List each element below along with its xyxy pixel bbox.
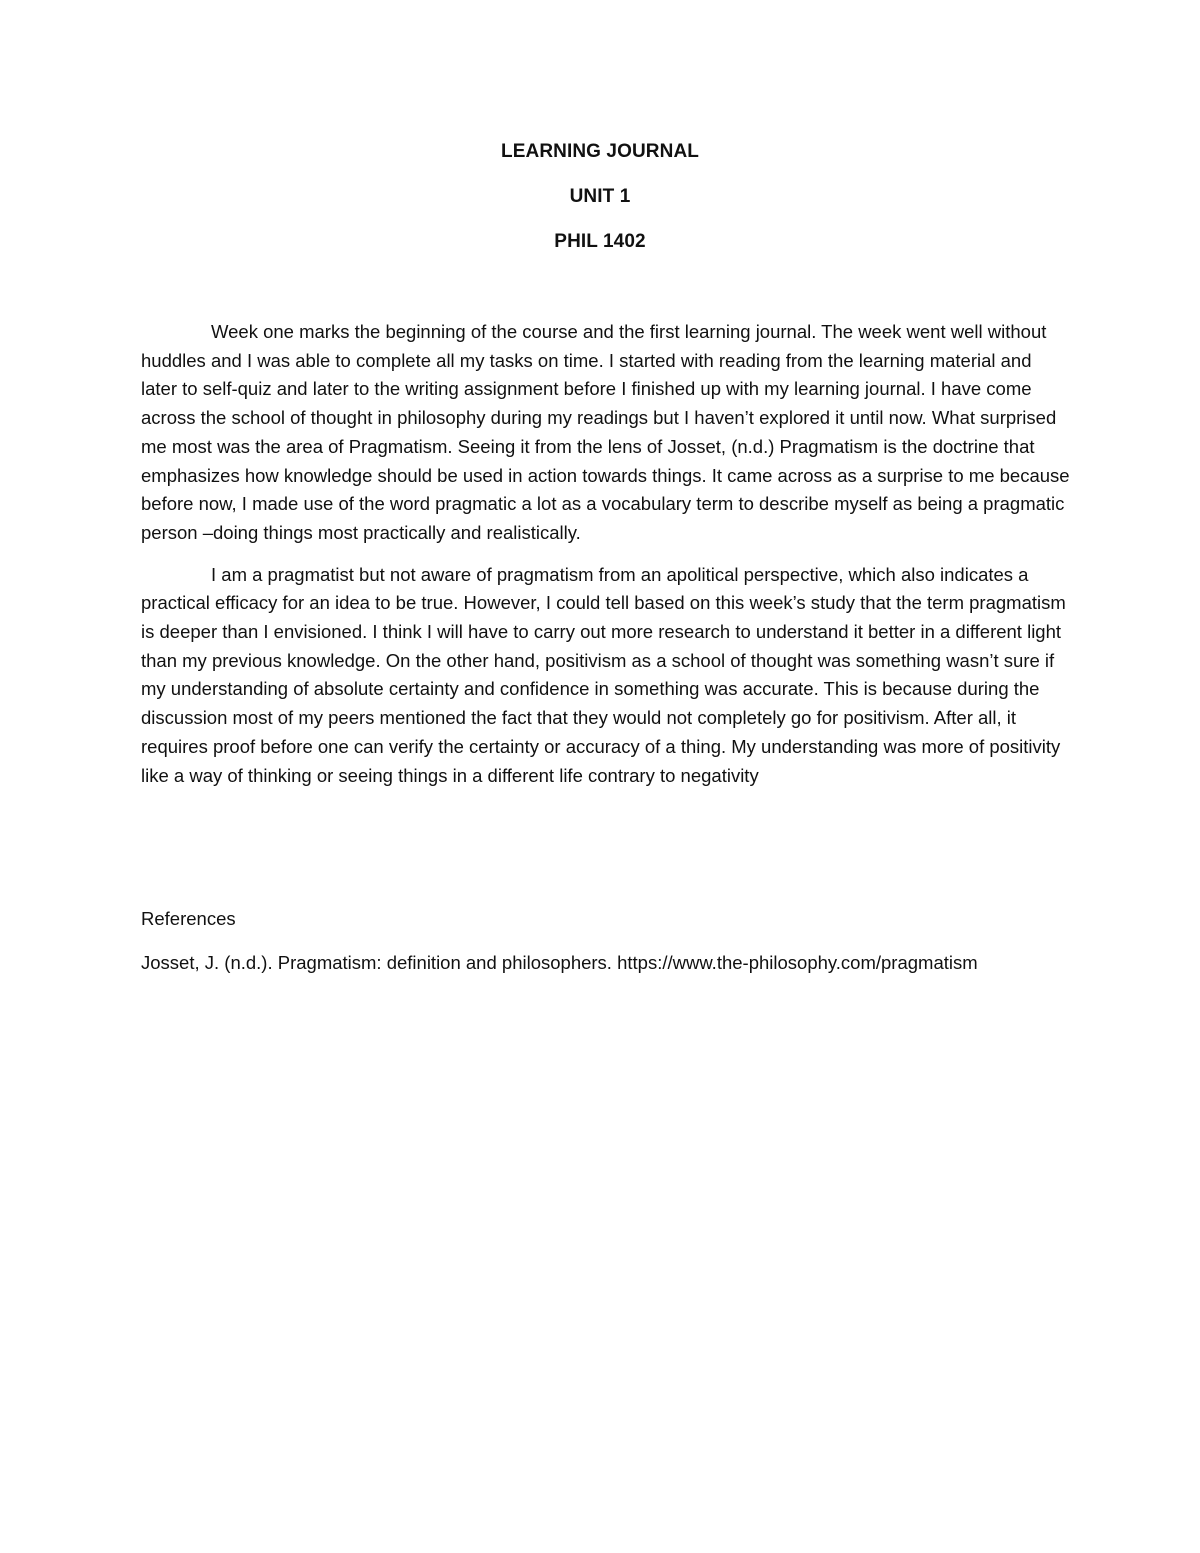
reference-entry: Josset, J. (n.d.). Pragmatism: definition and philosophers. https://www.the-philosophy.com/pragmatism [141, 952, 978, 973]
paragraph-1: Week one marks the beginning of the course and the first learning journal. The week went well without huddles and I was able to complete all my tasks on time. I started with reading from the learning material and later to self-quiz and later to the writing assignment before I finished up with my learning journal. I have come across the school of thought in philosophy during my readings but I haven’t explored it until now. What surprised me most was the area of Pragmatism. Seeing it from the lens of Josset, (n.d.) Pragmatism is the doctrine that emphasizes how knowledge should be used in action towards things. It came across as a surprise to me because before now, I made use of the word pragmatic a lot as a vocabulary term to describe myself as being a pragmatic person –doing things most practically and realistically. [141, 321, 1070, 543]
document-title: LEARNING JOURNAL [501, 141, 699, 162]
references-section [141, 905, 1101, 977]
document-header [0, 140, 1200, 275]
paragraph-2: I am a pragmatist but not aware of pragmatism from an apolitical perspective, which also indicates a practical efficacy for an idea to be true. However, I could tell based on this week’s study that the term pragmatism is deeper than I envisioned. I think I will have to carry out more research to understand it better in a different light than my previous knowledge. On the other hand, positivism as a school of thought was something wasn’t sure if my understanding of absolute certainty and confidence in something was accurate. This is because during the discussion most of my peers mentioned the fact that they would not completely go for positivism. After all, it requires proof before one can verify the certainty or accuracy of a thing. My understanding was more of positivity like a way of thinking or seeing things in a different life contrary to negativity [141, 563, 1066, 786]
course-code: PHIL 1402 [554, 231, 646, 252]
references-heading: References [141, 908, 236, 929]
unit-label: UNIT 1 [569, 186, 631, 207]
journal-body [141, 318, 1071, 803]
